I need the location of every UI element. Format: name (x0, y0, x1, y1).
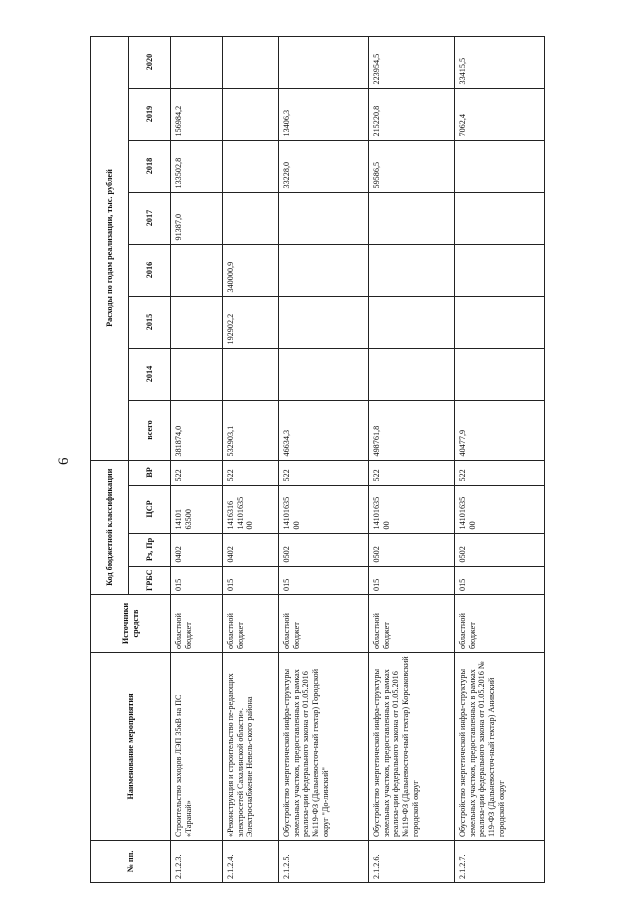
row-2018: 59586,5 (369, 140, 455, 192)
row-grbs: 015 (279, 566, 369, 594)
program-table (90, 36, 545, 883)
row-2020 (279, 36, 369, 88)
row-2019 (223, 88, 279, 140)
header-grbs: ГРБС (129, 566, 171, 594)
row-vr: 522 (455, 460, 545, 485)
row-num: 2.1.2.6. (369, 841, 455, 883)
row-rzpr: 0402 (171, 533, 223, 566)
row-2020: 223954,5 (369, 36, 455, 88)
row-total: 40477,9 (455, 400, 545, 460)
header-2015: 2015 (129, 296, 171, 348)
header-rzpr: Рз, Пр (129, 533, 171, 566)
row-2019: 7062,4 (455, 88, 545, 140)
row-rzpr: 0502 (279, 533, 369, 566)
row-2018: 133502,8 (171, 140, 223, 192)
row-2019: 156984,2 (171, 88, 223, 140)
row-2015 (171, 296, 223, 348)
row-vr: 522 (369, 460, 455, 485)
row-name: Обустройство энергетической инфра-структуры земельных участков, предоставленных в рамках реализа-ции федерального закона от 01.05.2016 № 119-ФЗ (Дальневосточ-ный гектар) Анивский городской округ (455, 653, 545, 841)
header-2014: 2014 (129, 348, 171, 400)
row-2018 (455, 140, 545, 192)
row-total: 532903,1 (223, 400, 279, 460)
header-source: Источники средств (91, 595, 171, 653)
row-vr: 522 (279, 460, 369, 485)
header-vr: ВР (129, 460, 171, 485)
header-code-group: Код бюджетной классификации (91, 460, 129, 594)
header-csr: ЦСР (129, 485, 171, 533)
row-csr: 14101635 00 (455, 485, 545, 533)
row-num: 2.1.2.4. (223, 841, 279, 883)
row-num: 2.1.2.7. (455, 841, 545, 883)
row-source: областной бюджет (223, 595, 279, 653)
row-csr: 1416316 14101635 00 (223, 485, 279, 533)
row-csr: 14101635 00 (279, 485, 369, 533)
row-2019: 13406,3 (279, 88, 369, 140)
row-2016 (171, 244, 223, 296)
row-2018 (223, 140, 279, 192)
row-name: Обустройство энергетической инфра-структуры земельных участков, предоставленных в рамках реализа-ции федерального закона от 01.05.2016 №119-ФЗ (Дальневосточ-ный гектар) Городской округ "До-линский" (279, 653, 369, 841)
header-2020: 2020 (129, 36, 171, 88)
row-grbs: 015 (369, 566, 455, 594)
row-2020: 33415,5 (455, 36, 545, 88)
row-2015 (279, 296, 369, 348)
row-total: 498761,8 (369, 400, 455, 460)
row-source: областной бюджет (369, 595, 455, 653)
row-2018: 33228,0 (279, 140, 369, 192)
row-name: Обустройство энергетической инфра-структуры земельных участков, предоставленных в рамках реализа-ции федерального закона от 01.05.2016 №119-ФЗ (Дальневосточ-ный гектар) Корсаковский городской округ (369, 653, 455, 841)
row-2016 (279, 244, 369, 296)
header-num: № пп. (91, 841, 171, 883)
row-2016 (455, 244, 545, 296)
row-vr: 522 (223, 460, 279, 485)
row-name: Строительство заходов ЛЭП 35кВ на ПС «Таранай» (171, 653, 223, 841)
row-num: 2.1.2.5. (279, 841, 369, 883)
row-2016 (369, 244, 455, 296)
row-2017 (223, 192, 279, 244)
table-row (279, 36, 369, 882)
header-2018: 2018 (129, 140, 171, 192)
row-2014 (171, 348, 223, 400)
row-csr: 14101635 00 (369, 485, 455, 533)
row-2014 (369, 348, 455, 400)
row-2017 (279, 192, 369, 244)
row-2014 (455, 348, 545, 400)
row-name: «Реконструкция и строительство пе-редающих электросетей Сахалинской области». Электроснабжение Невель-ского района (223, 653, 279, 841)
row-rzpr: 0502 (369, 533, 455, 566)
row-num: 2.1.2.3. (171, 841, 223, 883)
header-2016: 2016 (129, 244, 171, 296)
row-source: областной бюджет (171, 595, 223, 653)
header-total: всего (129, 400, 171, 460)
row-csr: 14101 63500 (171, 485, 223, 533)
header-2019: 2019 (129, 88, 171, 140)
row-2020 (171, 36, 223, 88)
row-grbs: 015 (455, 566, 545, 594)
row-2017 (455, 192, 545, 244)
row-source: областной бюджет (455, 595, 545, 653)
table-row (455, 36, 545, 882)
row-2014 (279, 348, 369, 400)
page-number: 6 (56, 457, 72, 465)
row-2019: 215220,8 (369, 88, 455, 140)
row-total: 46634,3 (279, 400, 369, 460)
header-2017: 2017 (129, 192, 171, 244)
row-2016: 340000,9 (223, 244, 279, 296)
table-row (171, 36, 223, 882)
row-grbs: 015 (171, 566, 223, 594)
header-name: Наименование мероприятия (91, 653, 171, 841)
row-2015 (369, 296, 455, 348)
row-2015 (455, 296, 545, 348)
row-2015: 192902,2 (223, 296, 279, 348)
header-expense-group: Расходы по годам реализации, тыс. рублей (91, 36, 129, 460)
table-row (223, 36, 279, 882)
row-rzpr: 0402 (223, 533, 279, 566)
row-vr: 522 (171, 460, 223, 485)
row-total: 381874,0 (171, 400, 223, 460)
row-grbs: 015 (223, 566, 279, 594)
row-2014 (223, 348, 279, 400)
row-2017 (369, 192, 455, 244)
table-row (369, 36, 455, 882)
row-source: областной бюджет (279, 595, 369, 653)
row-rzpr: 0502 (455, 533, 545, 566)
row-2017: 91387,0 (171, 192, 223, 244)
row-2020 (223, 36, 279, 88)
